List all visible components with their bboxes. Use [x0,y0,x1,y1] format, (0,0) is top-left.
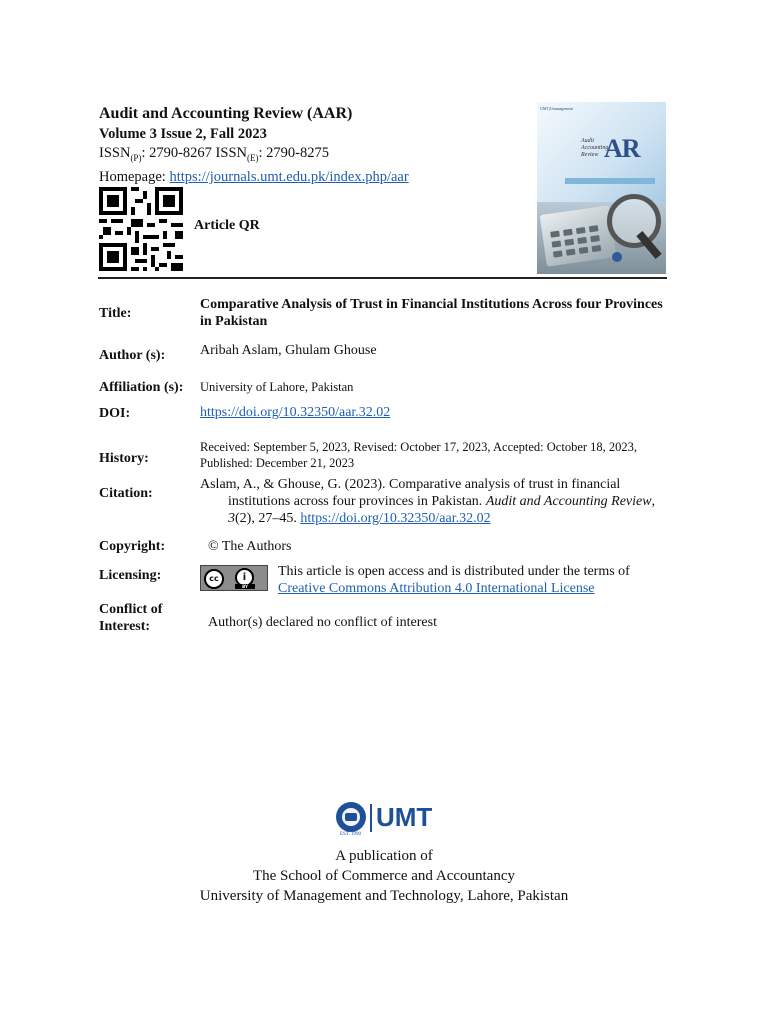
issn-p-sub: (P) [130,152,142,163]
licensing-text: This article is open access and is distributed under the terms of [278,564,630,579]
cc-by-license-icon[interactable] [200,565,268,591]
author-value: Aribah Aslam, Ghulam Ghouse [200,343,377,358]
article-qr-code [99,186,183,272]
doi-label: DOI: [99,406,131,421]
cc-icon: cc [204,569,224,589]
history-label: History: [99,451,149,466]
issn-p-value: : 2790-8267 ISSN [141,145,247,161]
licensing-value [278,563,630,597]
cover-umt-logo [612,252,622,262]
citation-doi-link[interactable]: https://doi.org/10.32350/aar.32.02 [300,511,491,526]
cover-publisher-mini: UMT|Umanagement [540,106,574,111]
umt-logo [336,802,436,836]
citation-text-a: institutions across four provinces in Pakistan. [228,494,486,509]
issn-e-value: : 2790-8275 [258,145,329,161]
conflict-value: Author(s) declared no conflict of interest [208,615,437,630]
conflict-label [99,601,162,635]
calculator-image [540,205,617,266]
citation-line-3 [200,510,670,527]
by-icon-label: BY [235,584,255,589]
article-qr-label: Article QR [194,218,260,233]
journal-volume: Volume 3 Issue 2, Fall 2023 [99,126,267,142]
history-value: Received: September 5, 2023, Revised: October 17, 2023, Accepted: October 18, 2023, Published: December 21, 2023 [200,440,638,470]
author-label: Author (s): [99,348,166,363]
citation-value [200,476,670,527]
journal-title: Audit and Accounting Review (AAR) [99,105,353,122]
cover-logo: AR [604,134,640,163]
citation-label: Citation: [99,486,153,501]
copyright-value: © The Authors [208,539,292,554]
title-label: Title: [99,306,132,321]
citation-line-2 [200,493,670,510]
cc-license-link[interactable]: Creative Commons Attribution 4.0 International License [278,581,595,596]
header-divider [98,277,667,279]
cover-strip [565,178,655,184]
publisher-line-2: The School of Commerce and Accountancy [252,868,515,884]
affiliation-value: University of Lahore, Pakistan [200,380,354,394]
homepage-link[interactable]: https://journals.umt.edu.pk/index.php/aar [169,168,409,185]
attribution-icon: i [235,568,254,587]
magnifying-glass-image [607,194,661,248]
publisher-footer [0,846,768,906]
affiliation-label: Affiliation (s): [99,380,184,395]
conflict-label-line-2: Interest: [99,619,151,634]
umt-logo-divider [370,804,372,832]
homepage-label: Homepage: [99,168,170,185]
citation-line-1: Aslam, A., & Ghouse, G. (2023). Comparative analysis of trust in financial [200,477,621,492]
citation-journal: Audit and Accounting Review [485,494,652,509]
publisher-line-3: University of Management and Technology, Lahore, Pakistan [199,888,569,904]
citation-volume: 3 [228,511,235,526]
journal-cover-image [537,102,666,274]
umt-logo-text: UMT [376,802,433,832]
publisher-line-1: A publication of [335,848,433,864]
licensing-label: Licensing: [99,568,162,583]
issn-e-sub: (E) [246,152,259,163]
citation-comma: , [651,494,656,509]
umt-est-text: EST. 1990 [340,832,362,837]
citation-pages: (2), 27–45. [235,511,301,526]
cover-logo-sub: Audit Accounting Review [581,138,609,158]
conflict-label-line-1: Conflict of [99,602,163,617]
issn-p-prefix: ISSN [99,145,131,161]
copyright-label: Copyright: [99,539,166,554]
journal-homepage [99,168,409,187]
umt-seal-icon [336,802,366,832]
journal-issn [99,144,409,168]
doi-link[interactable]: https://doi.org/10.32350/aar.32.02 [200,405,391,420]
journal-header [99,104,409,187]
article-title: Comparative Analysis of Trust in Financial Institutions Across four Provinces in Pakistan [200,297,663,329]
